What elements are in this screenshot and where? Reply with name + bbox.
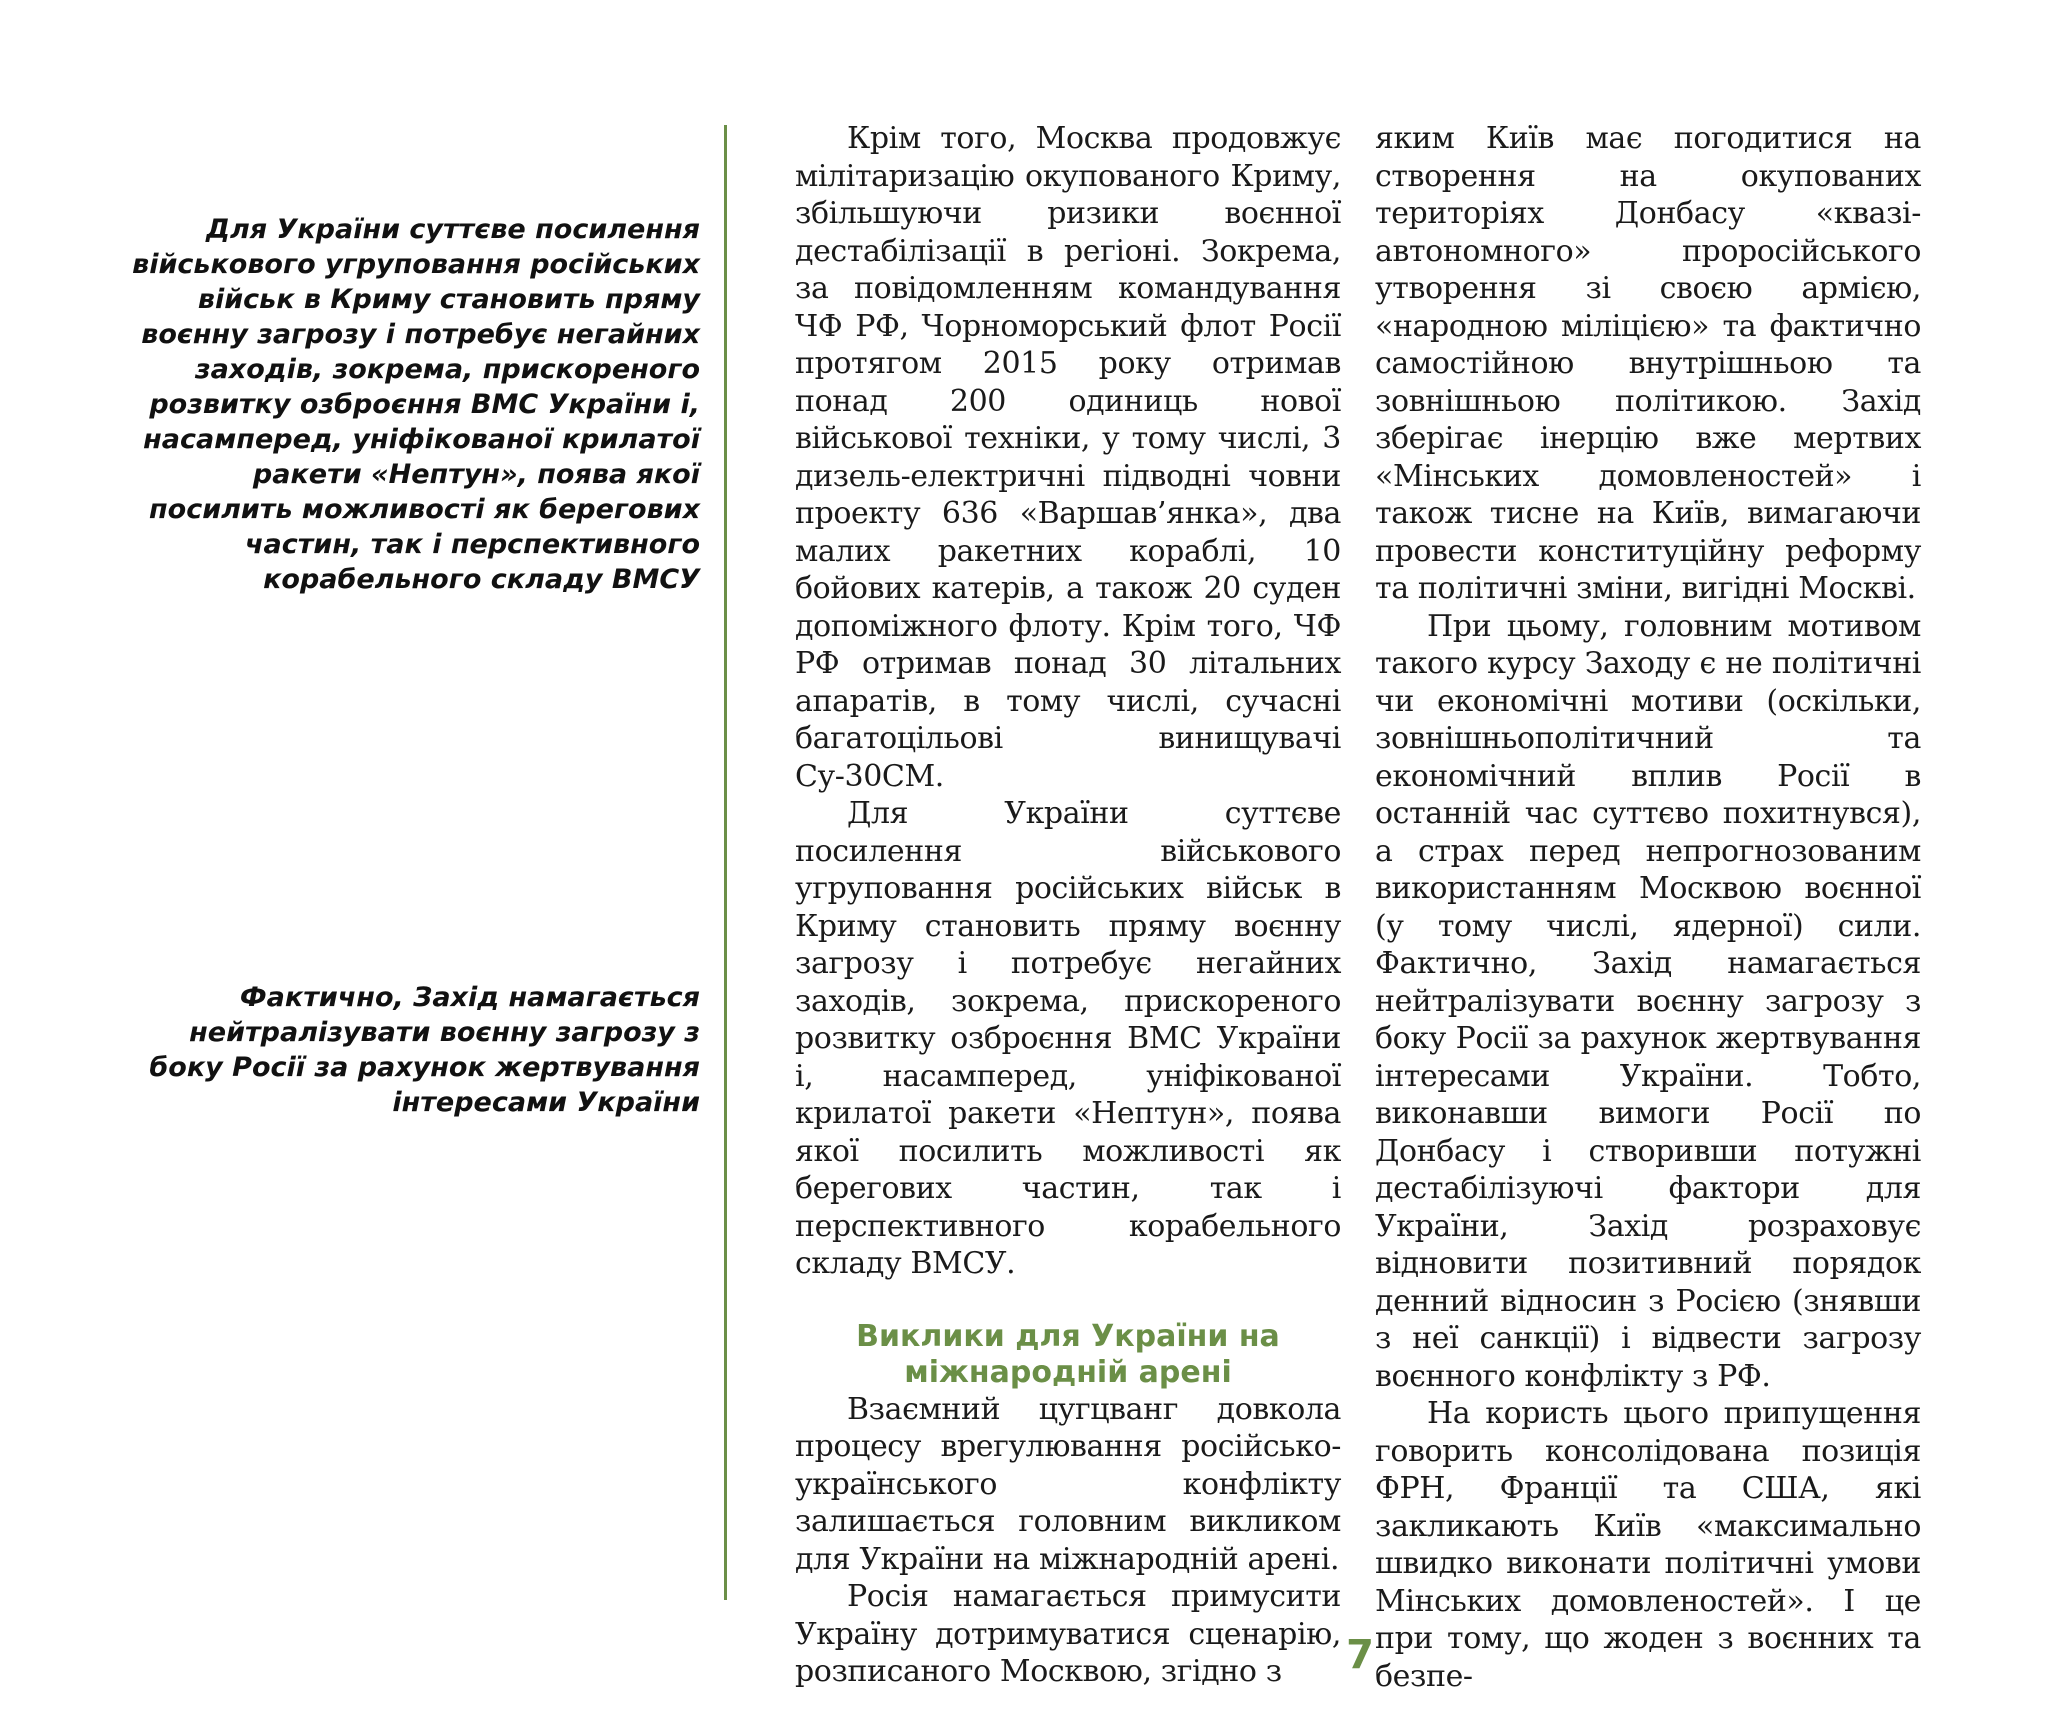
body-paragraph: На користь цього припущення говорить консолідована позиція ФРН, Франції та США, які закликають Київ «максимально швидко виконати політичні умови Мінських домовленостей». І це при тому, що жоден з воєнних та безпе- bbox=[1375, 1396, 1921, 1694]
vertical-divider bbox=[724, 125, 727, 1600]
text-column-1 bbox=[795, 120, 1341, 1691]
pull-quote-2: Фактично, Захід намагається нейтралізувати воєнну загрозу з боку Росії за рахунок жертвування інтересами України bbox=[149, 982, 700, 1118]
pull-quote-1: Для України суттєве посилення військового угруповання російських військ в Криму становить пряму воєнну загрозу і потребує негайних заходів, зокрема, прискореного розвитку озброєння ВМС України і, насамперед, уніфікованої крилатої ракети «Нептун», поява якої посилить можливості як берегових частин, так і перспективного корабельного складу ВМСУ bbox=[132, 214, 700, 595]
body-paragraph: Крім того, Москва продовжує мілітаризацію окупованого Криму, збільшуючи ризики воєнної дестабілізації в регіоні. Зокрема, за повідомленням командування ЧФ РФ, Чорноморський флот Росії протягом 2015 року отримав понад 200 одиниць нової військової техніки, у тому числі, 3 дизель-електричні підводні човни проекту 636 «Варшав’янка», два малих ракетних кораблі, 10 бойових катерів, а також 20 суден допоміжного флоту. Крім того, ЧФ РФ отримав понад 30 літальних апаратів, в тому числі, сучасні багатоцільові винищувачі Су-30СМ. bbox=[795, 121, 1341, 794]
body-paragraph-continuation: яким Київ має погодитися на створення на окупованих територіях Донбасу «квазі-автономного» проросійського утворення зі своєю армією, «народною міліцією» та фактично самостійною внутрішньою та зовнішньою політикою. Захід зберігає інерцію вже мертвих «Мінських домовленостей» і також тисне на Київ, вимагаючи провести конституційну реформу та політичні зміни, вигідні Москві. bbox=[1375, 121, 1921, 606]
page-number: 7 bbox=[1346, 1632, 1374, 1678]
text-column-2 bbox=[1375, 120, 1921, 1695]
section-heading: Виклики для України на міжнародній арені bbox=[856, 1318, 1280, 1390]
body-paragraph: Росія намагається примусити Україну дотримуватися сценарію, розписаного Москвою, згідно з bbox=[795, 1579, 1341, 1689]
body-paragraph: При цьому, головним мотивом такого курсу Заходу є не політичні чи економічні мотиви (оскільки, зовнішньополітичний та економічний вплив Росії в останній час суттєво похитнувся), а страх перед непрогнозованим використанням Москвою воєнної (у тому числі, ядерної) сили. Фактично, Захід намагається нейтралізувати воєнну загрозу з боку Росії за рахунок жертвування інтересами України. Тобто, виконавши вимоги Росії по Донбасу і створивши потужні дестабілізуючі фактори для України, Захід розраховує відновити позитивний порядок денний відносин з Росією (знявши з неї санкції) і відвести загрозу воєнного конфлікту з РФ. bbox=[1375, 608, 1921, 1394]
body-paragraph: Для України суттєве посилення військового угруповання російських військ в Криму становить пряму воєнну загрозу і потребує негайних заходів, зокрема, прискореного розвитку озброєння ВМС України і, насамперед, уніфікованої крилатої ракети «Нептун», поява якої посилить можливості як берегових частин, так і перспективного корабельного складу ВМСУ. bbox=[795, 796, 1341, 1281]
body-paragraph: Взаємний цугцванг довкола процесу врегулювання російсько-українського конфлікту залишається головним викликом для України на міжнародній арені. bbox=[795, 1391, 1341, 1577]
